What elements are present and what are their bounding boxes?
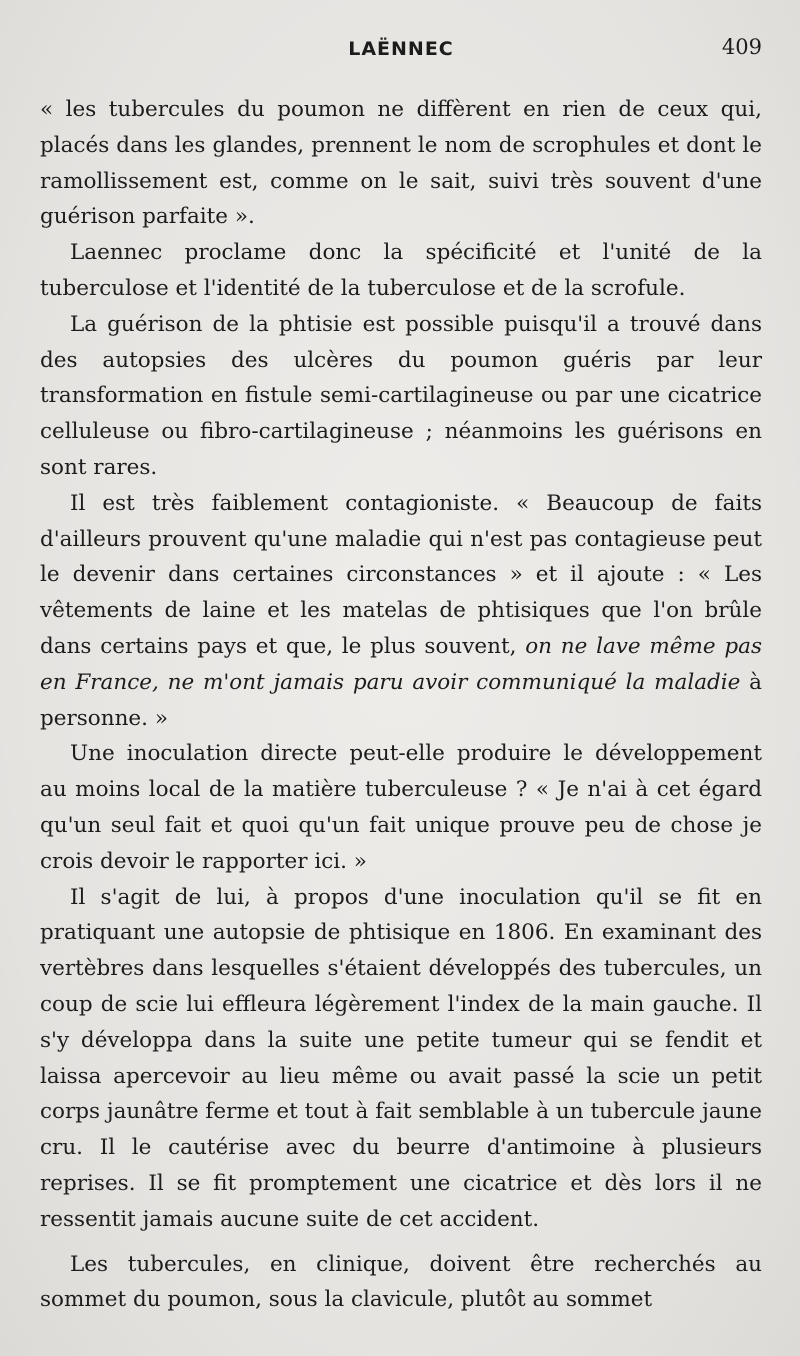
contagion-text-end: à personne. » [40, 669, 762, 731]
paragraph-specificity: Laennec proclame donc la spécificité et l'unité de la tuberculose et l'identité de la tuberculose et de la scrofule. [40, 240, 762, 301]
paragraph-inoculation-question: Une inoculation directe peut-elle produire le développement au moins local de la matière tuberculeuse ? « Je n'ai à cet égard qu'un seul fait et quoi qu'un fait unique prouve peu de chose je crois devoir le rapporter ici. » [40, 741, 762, 874]
running-head [40, 0, 762, 92]
paragraph-clinical: Les tubercules, en clinique, doivent être recherchés au sommet du poumon, sous la clavicule, plutôt au sommet [40, 1251, 762, 1313]
contagion-italic-text: on ne lave même pas en France, ne m'ont jamais paru avoir communiqué la maladie [40, 633, 762, 695]
page-number: 409 [721, 35, 762, 59]
paragraph-contagion [40, 486, 762, 737]
paragraph-healing: La guérison de la phtisie est possible puisqu'il a trouvé dans des autopsies des ulcères du poumon guéris par leur transformation en fistule semi-cartilagineuse ou par une cicatrice celluleuse ou fibro-cartilagineuse ; néanmoins les guérisons en sont rares. [40, 311, 762, 480]
body-text [40, 92, 762, 1318]
paragraph-quote-continuation: « les tubercules du poumon ne diffèrent en rien de ceux qui, placés dans les glandes, prennent le nom de scrophules et dont le ramollissement est, comme on le sait, suivi très souvent d'une guérison parfaite ». [40, 97, 762, 230]
running-title: LAËNNEC [348, 38, 454, 60]
contagion-text: Il est très faiblement contagioniste. « Beaucoup de faits d'ailleurs prouvent qu'une maladie qui n'est pas contagieuse peut le devenir dans certaines circonstances » et il ajoute : « Les vêtements de laine et les matelas de phtisiques que l'on brûle dans certains pays et que, le plus souvent, [40, 490, 762, 659]
paragraph-inoculation-case: Il s'agit de lui, à propos d'une inoculation qu'il se fit en pratiquant une autopsie de phtisique en 1806. En examinant des vertèbres dans lesquelles s'étaient développés des tubercules, un coup de scie lui effleura légèrement l'index de la main gauche. Il s'y développa dans la suite une petite tumeur qui se fendit et laissa apercevoir au lieu même ou avait passé la scie un petit corps jaunâtre ferme et tout à fait semblable à un tubercule jaune cru. Il le cautérise avec du beurre d'antimoine à plusieurs reprises. Il se fit promptement une cicatrice et dès lors il ne ressentit jamais aucune suite de cet accident. [40, 884, 762, 1232]
